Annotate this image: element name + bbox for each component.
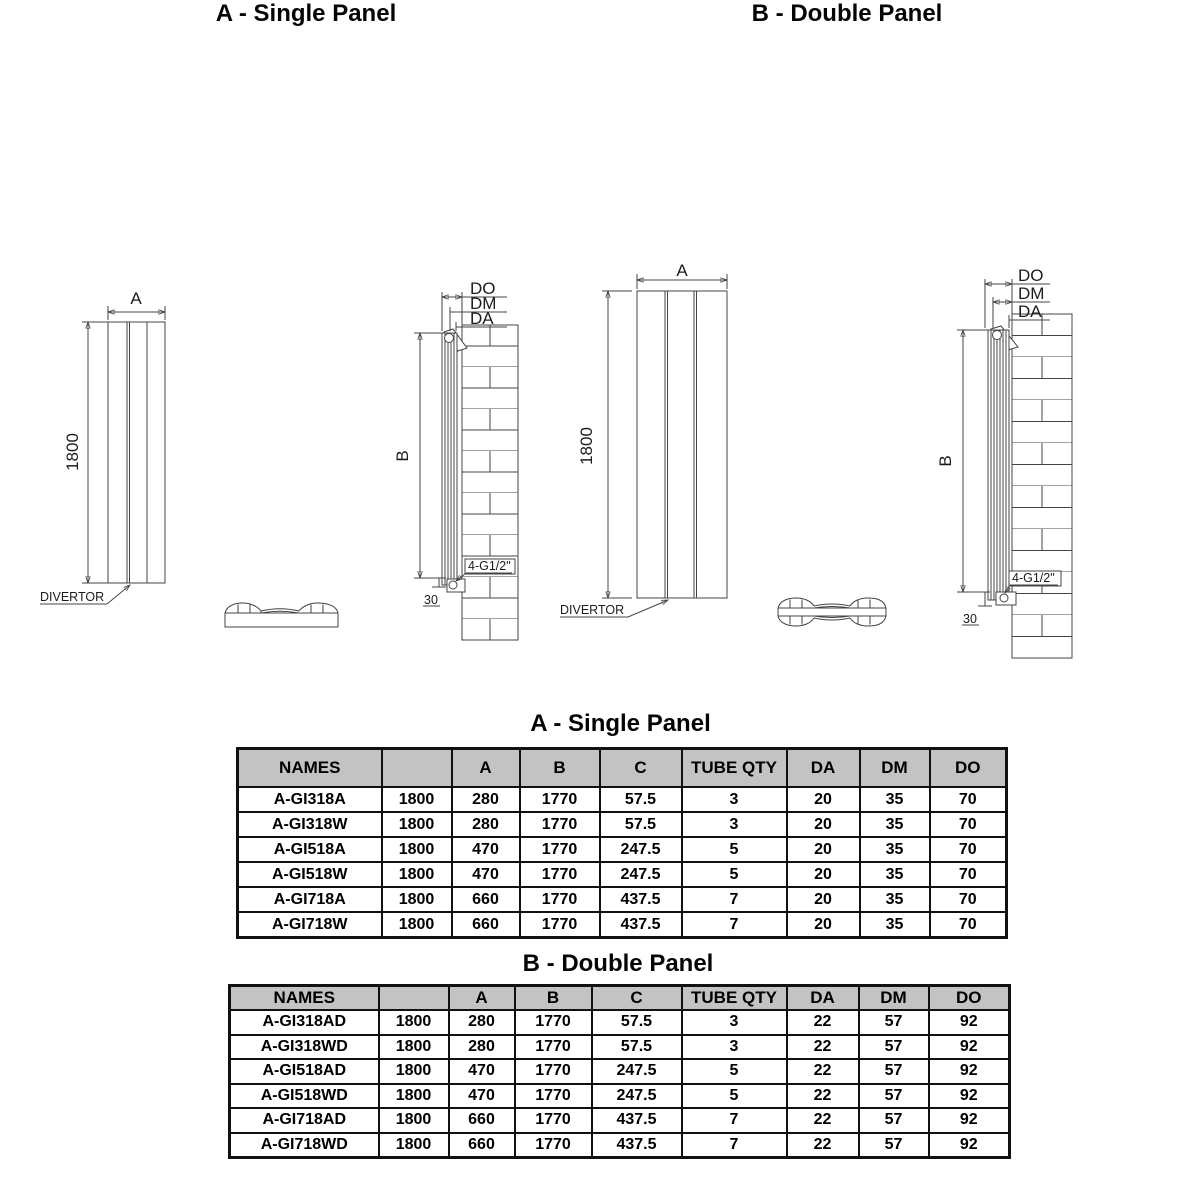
table-cell: 57 [859, 1084, 929, 1109]
table-cell: 22 [787, 1035, 859, 1060]
divertor-label: DIVERTOR [40, 590, 105, 604]
table-cell: 1800 [382, 887, 452, 912]
column-header: NAMES [238, 749, 382, 788]
column-header: DM [860, 749, 930, 788]
table-cell: 22 [787, 1010, 859, 1035]
table-row [230, 1035, 1010, 1060]
dim-label-do: DO [1018, 266, 1044, 285]
table-cell: 280 [449, 1035, 515, 1060]
table-cell: 92 [929, 1108, 1010, 1133]
table-cell: 1770 [520, 912, 600, 938]
table-cell: 470 [449, 1084, 515, 1109]
dim-label-da: DA [470, 309, 494, 328]
table-cell: 35 [860, 837, 930, 862]
table-cell: 437.5 [600, 912, 682, 938]
column-header: A [452, 749, 520, 788]
table-cell: 3 [682, 1035, 787, 1060]
table-cell: 1800 [382, 837, 452, 862]
column-header: C [600, 749, 682, 788]
table-row [238, 837, 1007, 862]
divertor-label: DIVERTOR [560, 603, 625, 617]
dim-label-do: DO [470, 279, 496, 298]
table-row [238, 812, 1007, 837]
table-cell: 7 [682, 912, 787, 938]
table-cell: 92 [929, 1133, 1010, 1158]
column-header [382, 749, 452, 788]
table-cell: 437.5 [592, 1108, 682, 1133]
table-cell: 22 [787, 1059, 859, 1084]
table-cell: 1770 [520, 812, 600, 837]
column-header: DA [787, 749, 860, 788]
table-cell: 1800 [379, 1108, 449, 1133]
single-panel-table [236, 747, 1008, 939]
table-cell: 1770 [520, 887, 600, 912]
header-row [230, 986, 1010, 1011]
table-cell: 437.5 [592, 1133, 682, 1158]
table-cell: 660 [449, 1108, 515, 1133]
table-cell: 1770 [515, 1010, 592, 1035]
table-cell: 660 [452, 912, 520, 938]
column-header: TUBE QTY [682, 986, 787, 1011]
table-cell: 1770 [515, 1084, 592, 1109]
table-cell: 20 [787, 887, 860, 912]
table-cell: A-GI518W [238, 862, 382, 887]
clearance-label: 30 [424, 593, 438, 607]
single-front-view [40, 289, 165, 604]
table-cell: 35 [860, 787, 930, 812]
single-panel-table-section [236, 710, 1005, 939]
table-cell: A-GI718AD [230, 1108, 379, 1133]
table-cell: 70 [930, 812, 1007, 837]
table-cell: 7 [682, 887, 787, 912]
table-cell: 1800 [379, 1133, 449, 1158]
table-cell: A-GI318AD [230, 1010, 379, 1035]
table-cell: 280 [452, 787, 520, 812]
table-cell: 1770 [520, 837, 600, 862]
table-cell: 1800 [382, 812, 452, 837]
double-front-view [560, 261, 727, 617]
table-cell: A-GI718A [238, 887, 382, 912]
table-cell: 70 [930, 787, 1007, 812]
table-cell: A-GI718W [238, 912, 382, 938]
table-cell: 22 [787, 1108, 859, 1133]
table-row [238, 787, 1007, 812]
table-cell: A-GI518A [238, 837, 382, 862]
table-cell: 57 [859, 1133, 929, 1158]
column-header [379, 986, 449, 1011]
table-cell: 57 [859, 1108, 929, 1133]
table-cell: 247.5 [600, 862, 682, 887]
column-header: DA [787, 986, 859, 1011]
table-cell: 437.5 [600, 887, 682, 912]
dim-label-depth: B [936, 455, 955, 467]
double-top-view [778, 598, 886, 626]
table-cell: 7 [682, 1133, 787, 1158]
table-cell: A-GI518AD [230, 1059, 379, 1084]
technical-drawings [0, 180, 1200, 690]
table-cell: 57.5 [592, 1035, 682, 1060]
table-cell: 57.5 [600, 812, 682, 837]
clearance-label: 30 [963, 612, 977, 626]
column-header: DM [859, 986, 929, 1011]
table-cell: 92 [929, 1010, 1010, 1035]
table-cell: 3 [682, 787, 787, 812]
table-cell: 57 [859, 1010, 929, 1035]
table-cell: 1770 [515, 1059, 592, 1084]
table-cell: 1800 [379, 1010, 449, 1035]
table-cell: 22 [787, 1084, 859, 1109]
table-cell: A-GI318A [238, 787, 382, 812]
table-row [230, 1010, 1010, 1035]
table-row [230, 1059, 1010, 1084]
connection-label: 4-G1/2" [1012, 571, 1055, 585]
table-cell: 92 [929, 1059, 1010, 1084]
column-header: DO [930, 749, 1007, 788]
table-cell: 1770 [520, 787, 600, 812]
double-panel-table-section [228, 950, 1008, 1159]
table-cell: 5 [682, 862, 787, 887]
table-cell: 1800 [379, 1084, 449, 1109]
table-cell: 70 [930, 912, 1007, 938]
column-header: NAMES [230, 986, 379, 1011]
single-top-view [225, 603, 338, 627]
table-cell: 70 [930, 887, 1007, 912]
table-cell: 92 [929, 1084, 1010, 1109]
table-cell: 660 [449, 1133, 515, 1158]
table-cell: 247.5 [592, 1084, 682, 1109]
table-cell: 1800 [382, 787, 452, 812]
connection-label: 4-G1/2" [468, 559, 511, 573]
table-cell: 22 [787, 1133, 859, 1158]
single-side-view [393, 279, 518, 640]
table-cell: A-GI318WD [230, 1035, 379, 1060]
table-row [230, 1108, 1010, 1133]
table-cell: 35 [860, 812, 930, 837]
column-header: B [515, 986, 592, 1011]
table-cell: 1770 [515, 1035, 592, 1060]
column-header: C [592, 986, 682, 1011]
single-table-title: A - Single Panel [530, 710, 711, 737]
double-panel-table [228, 984, 1011, 1159]
table-cell: 1800 [379, 1035, 449, 1060]
table-cell: 35 [860, 912, 930, 938]
double-panel-drawing [560, 261, 1072, 658]
dim-label-depth: B [393, 450, 412, 462]
table-body [230, 1010, 1010, 1158]
double-table-title: B - Double Panel [522, 950, 714, 977]
table-cell: 280 [449, 1010, 515, 1035]
table-cell: 1770 [515, 1108, 592, 1133]
table-cell: 1800 [382, 912, 452, 938]
table-body [238, 787, 1007, 938]
table-cell: 35 [860, 862, 930, 887]
table-cell: 57.5 [600, 787, 682, 812]
table-row [238, 912, 1007, 938]
table-cell: 1770 [515, 1133, 592, 1158]
table-row [238, 862, 1007, 887]
table-cell: 57.5 [592, 1010, 682, 1035]
dim-label-da: DA [1018, 302, 1042, 321]
table-cell: 20 [787, 787, 860, 812]
table-cell: 5 [682, 1084, 787, 1109]
table-cell: 20 [787, 812, 860, 837]
dim-label-width: A [676, 261, 688, 280]
column-header: DO [929, 986, 1010, 1011]
table-cell: 1800 [382, 862, 452, 887]
table-cell: 20 [787, 912, 860, 938]
table-cell: 247.5 [592, 1059, 682, 1084]
double-side-view [936, 266, 1072, 658]
table-cell: A-GI518WD [230, 1084, 379, 1109]
table-cell: 7 [682, 1108, 787, 1133]
dim-label-width: A [130, 289, 142, 308]
table-row [238, 887, 1007, 912]
table-cell: 70 [930, 862, 1007, 887]
header-row [238, 749, 1007, 788]
table-row [230, 1084, 1010, 1109]
table-cell: 20 [787, 862, 860, 887]
table-cell: 92 [929, 1035, 1010, 1060]
dim-label-dm: DM [470, 294, 497, 313]
table-cell: 280 [452, 812, 520, 837]
column-header: TUBE QTY [682, 749, 787, 788]
table-cell: 20 [787, 837, 860, 862]
table-cell: 35 [860, 887, 930, 912]
column-header: B [520, 749, 600, 788]
table-cell: 57 [859, 1035, 929, 1060]
table-cell: 57 [859, 1059, 929, 1084]
table-cell: 3 [682, 812, 787, 837]
table-cell: 1770 [520, 862, 600, 887]
table-cell: 1800 [379, 1059, 449, 1084]
table-cell: 5 [682, 1059, 787, 1084]
drawing-title-single: A - Single Panel [215, 0, 397, 27]
column-header: A [449, 986, 515, 1011]
dim-label-height: 1800 [63, 433, 82, 471]
table-cell: A-GI718WD [230, 1133, 379, 1158]
table-cell: 3 [682, 1010, 787, 1035]
table-cell: 70 [930, 837, 1007, 862]
table-cell: 470 [449, 1059, 515, 1084]
drawing-title-double: B - Double Panel [751, 0, 943, 27]
table-row [230, 1133, 1010, 1158]
table-cell: 5 [682, 837, 787, 862]
dim-label-height: 1800 [577, 427, 596, 465]
table-cell: 470 [452, 862, 520, 887]
table-cell: 247.5 [600, 837, 682, 862]
table-cell: 660 [452, 887, 520, 912]
table-cell: A-GI318W [238, 812, 382, 837]
table-cell: 470 [452, 837, 520, 862]
single-panel-drawing [40, 279, 518, 640]
dim-label-dm: DM [1018, 284, 1045, 303]
